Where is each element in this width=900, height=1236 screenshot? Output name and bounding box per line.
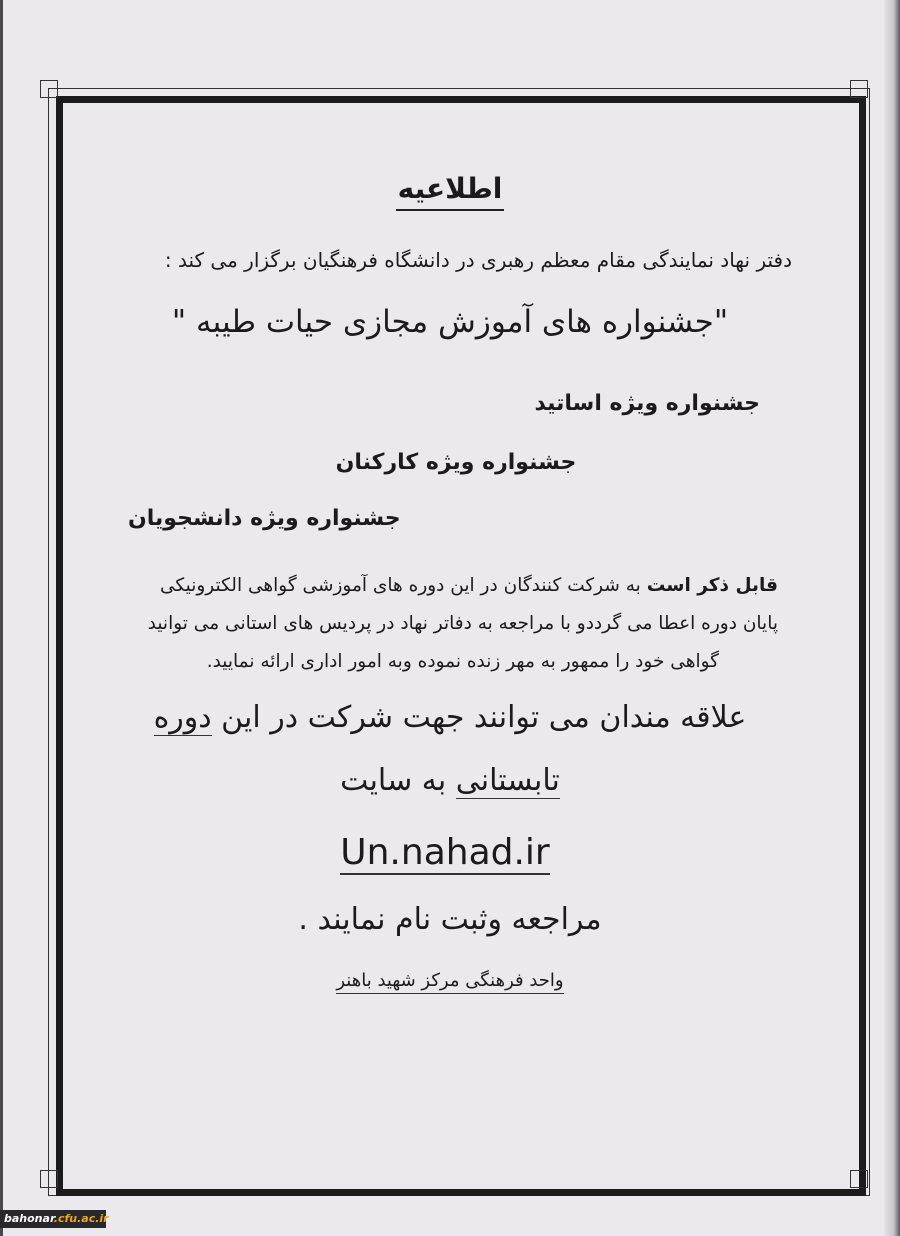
festival-students: جشنواره ویژه دانشجویان bbox=[128, 506, 401, 531]
festival-professors: جشنواره ویژه اساتید bbox=[534, 391, 760, 416]
call-to-action-line2 bbox=[0, 763, 900, 798]
note-line: پایان دوره اعطا می گرددو با مراجعه به دفاتر نهاد در پردیس های استانی می توانید bbox=[147, 613, 778, 634]
call-text-underlined: دوره bbox=[153, 700, 212, 735]
signature: واحد فرهنگی مرکز شهید باهنر bbox=[0, 970, 900, 991]
call-text-underlined: تابستانی bbox=[455, 763, 560, 798]
call-text: به سایت bbox=[340, 763, 456, 798]
certificate-note bbox=[148, 567, 778, 681]
watermark-logo: bahonar.cfu.ac.ir bbox=[0, 1210, 106, 1228]
frame-corner-ornament bbox=[850, 1170, 868, 1188]
call-to-action-line1 bbox=[0, 700, 900, 735]
note-line: گواهی خود را ممهور به مهر زنده نموده وبه امور اداری ارائه نمایید. bbox=[206, 651, 719, 672]
frame-corner-ornament bbox=[40, 80, 58, 98]
notice-title: اطلاعیه bbox=[0, 172, 900, 205]
website-link[interactable]: Un.nahad.ir bbox=[340, 832, 550, 873]
intro-text: دفتر نهاد نمایندگی مقام معظم رهبری در دانشگاه فرهنگیان برگزار می کند : bbox=[164, 248, 792, 272]
festival-name: "جشنواره های آموزش مجازی حیات طیبه " bbox=[171, 304, 729, 340]
note-line: به شرکت کنندگان در این دوره های آموزشی گواهی الکترونیکی bbox=[160, 575, 647, 596]
festival-staff: جشنواره ویژه کارکنان bbox=[335, 450, 577, 475]
call-text: علاقه مندان می توانند جهت شرکت در این bbox=[211, 700, 747, 735]
note-bold: قابل ذکر است bbox=[646, 575, 778, 596]
frame-corner-ornament bbox=[40, 1170, 58, 1188]
call-to-action-line3: مراجعه وثبت نام نمایند . bbox=[298, 902, 602, 937]
frame-corner-ornament bbox=[850, 80, 868, 98]
